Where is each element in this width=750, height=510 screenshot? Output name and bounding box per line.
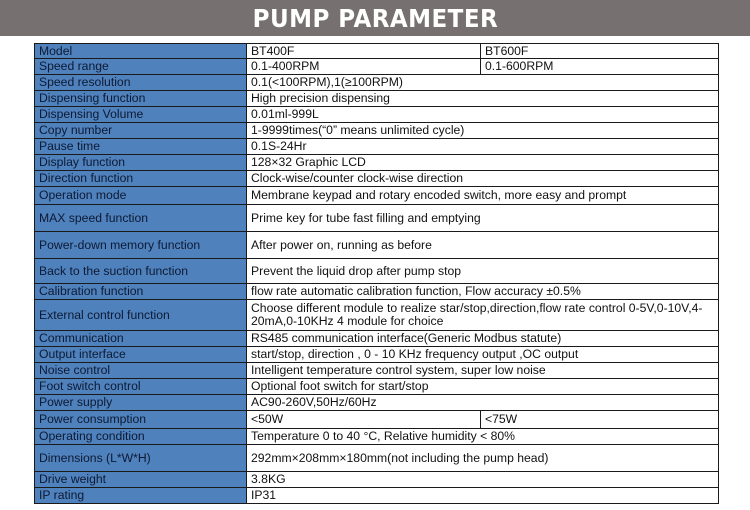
spec-row bbox=[35, 107, 719, 123]
spec-table bbox=[34, 43, 719, 504]
spec-row bbox=[35, 139, 719, 155]
spec-value-bt600f: BT600F bbox=[481, 44, 719, 59]
spec-label: Back to the suction function bbox=[35, 259, 247, 284]
spec-label: Speed range bbox=[35, 59, 247, 75]
spec-label: Speed resolution bbox=[35, 75, 247, 91]
spec-value: Clock-wise/counter clock-wise direction bbox=[247, 171, 719, 187]
title-banner bbox=[0, 0, 750, 36]
spec-label: Noise control bbox=[35, 363, 247, 379]
spec-value-bt400f: 0.1-400RPM bbox=[247, 59, 481, 75]
spec-value-bt400f: <50W bbox=[247, 411, 481, 429]
spec-value: 0.1(<100RPM),1(≥100RPM) bbox=[247, 75, 719, 91]
spec-label: Pause time bbox=[35, 139, 247, 155]
spec-row bbox=[35, 59, 719, 75]
spec-value: Prevent the liquid drop after pump stop bbox=[247, 259, 719, 284]
spec-value-bt600f: 0.1-600RPM bbox=[481, 59, 719, 75]
spec-label: Calibration function bbox=[35, 284, 247, 300]
spec-label: IP rating bbox=[35, 488, 247, 504]
spec-value: 292mm×208mm×180mm(not including the pump head) bbox=[247, 445, 719, 472]
spec-value: Membrane keypad and rotary encoded switch, more easy and prompt bbox=[247, 187, 719, 205]
spec-label: Copy number bbox=[35, 123, 247, 139]
spec-label: Operation mode bbox=[35, 187, 247, 205]
spec-row bbox=[35, 472, 719, 488]
spec-table-body bbox=[35, 44, 719, 504]
spec-value: 0.01ml-999L bbox=[247, 107, 719, 123]
spec-label: Power-down memory function bbox=[35, 232, 247, 259]
spec-row bbox=[35, 259, 719, 284]
spec-label: Dispensing Volume bbox=[35, 107, 247, 123]
spec-label: Power consumption bbox=[35, 411, 247, 429]
spec-value: Intelligent temperature control system, super low noise bbox=[247, 363, 719, 379]
spec-row bbox=[35, 363, 719, 379]
spec-row bbox=[35, 171, 719, 187]
spec-row bbox=[35, 75, 719, 91]
spec-row bbox=[35, 429, 719, 445]
spec-row bbox=[35, 347, 719, 363]
spec-row bbox=[35, 284, 719, 300]
spec-value: High precision dispensing bbox=[247, 91, 719, 107]
spec-label: Dispensing function bbox=[35, 91, 247, 107]
spec-value-bt600f: <75W bbox=[481, 411, 719, 429]
spec-row bbox=[35, 91, 719, 107]
spec-label: Power supply bbox=[35, 395, 247, 411]
spec-value: 1-9999times(“0” means unlimited cycle) bbox=[247, 123, 719, 139]
spec-value: 0.1S-24Hr bbox=[247, 139, 719, 155]
spec-value: Temperature 0 to 40 °C, Relative humidity < 80% bbox=[247, 429, 719, 445]
page-title: PUMP PARAMETER bbox=[252, 3, 498, 33]
spec-value: flow rate automatic calibration function, Flow accuracy ±0.5% bbox=[247, 284, 719, 300]
spec-label: Output interface bbox=[35, 347, 247, 363]
spec-row bbox=[35, 331, 719, 347]
spec-label: Model bbox=[35, 44, 247, 59]
spec-row bbox=[35, 155, 719, 171]
spec-value: RS485 communication interface(Generic Modbus statute) bbox=[247, 331, 719, 347]
spec-label: MAX speed function bbox=[35, 205, 247, 232]
spec-row bbox=[35, 187, 719, 205]
spec-label: Direction function bbox=[35, 171, 247, 187]
spec-label: Operating condition bbox=[35, 429, 247, 445]
spec-row bbox=[35, 205, 719, 232]
spec-row bbox=[35, 395, 719, 411]
spec-row bbox=[35, 300, 719, 331]
spec-value: 128×32 Graphic LCD bbox=[247, 155, 719, 171]
spec-value: Optional foot switch for start/stop bbox=[247, 379, 719, 395]
spec-label: External control function bbox=[35, 300, 247, 331]
spec-label: Dimensions (L*W*H) bbox=[35, 445, 247, 472]
spec-row bbox=[35, 488, 719, 504]
spec-value: start/stop, direction , 0 - 10 KHz frequency output ,OC output bbox=[247, 347, 719, 363]
spec-row bbox=[35, 123, 719, 139]
spec-row bbox=[35, 44, 719, 59]
spec-label: Display function bbox=[35, 155, 247, 171]
spec-label: Communication bbox=[35, 331, 247, 347]
spec-value: 3.8KG bbox=[247, 472, 719, 488]
spec-label: Drive weight bbox=[35, 472, 247, 488]
spec-value: After power on, running as before bbox=[247, 232, 719, 259]
spec-row bbox=[35, 445, 719, 472]
spec-label: Foot switch control bbox=[35, 379, 247, 395]
spec-value: AC90-260V,50Hz/60Hz bbox=[247, 395, 719, 411]
spec-value: Choose different module to realize star/stop,direction,flow rate control 0-5V,0-10V,4-20mA,0-10KHz 4 module for choice bbox=[247, 300, 719, 331]
spec-value: IP31 bbox=[247, 488, 719, 504]
spec-row bbox=[35, 379, 719, 395]
spec-row bbox=[35, 411, 719, 429]
spec-value: Prime key for tube fast filling and emptying bbox=[247, 205, 719, 232]
spec-value-bt400f: BT400F bbox=[247, 44, 481, 59]
spec-row bbox=[35, 232, 719, 259]
